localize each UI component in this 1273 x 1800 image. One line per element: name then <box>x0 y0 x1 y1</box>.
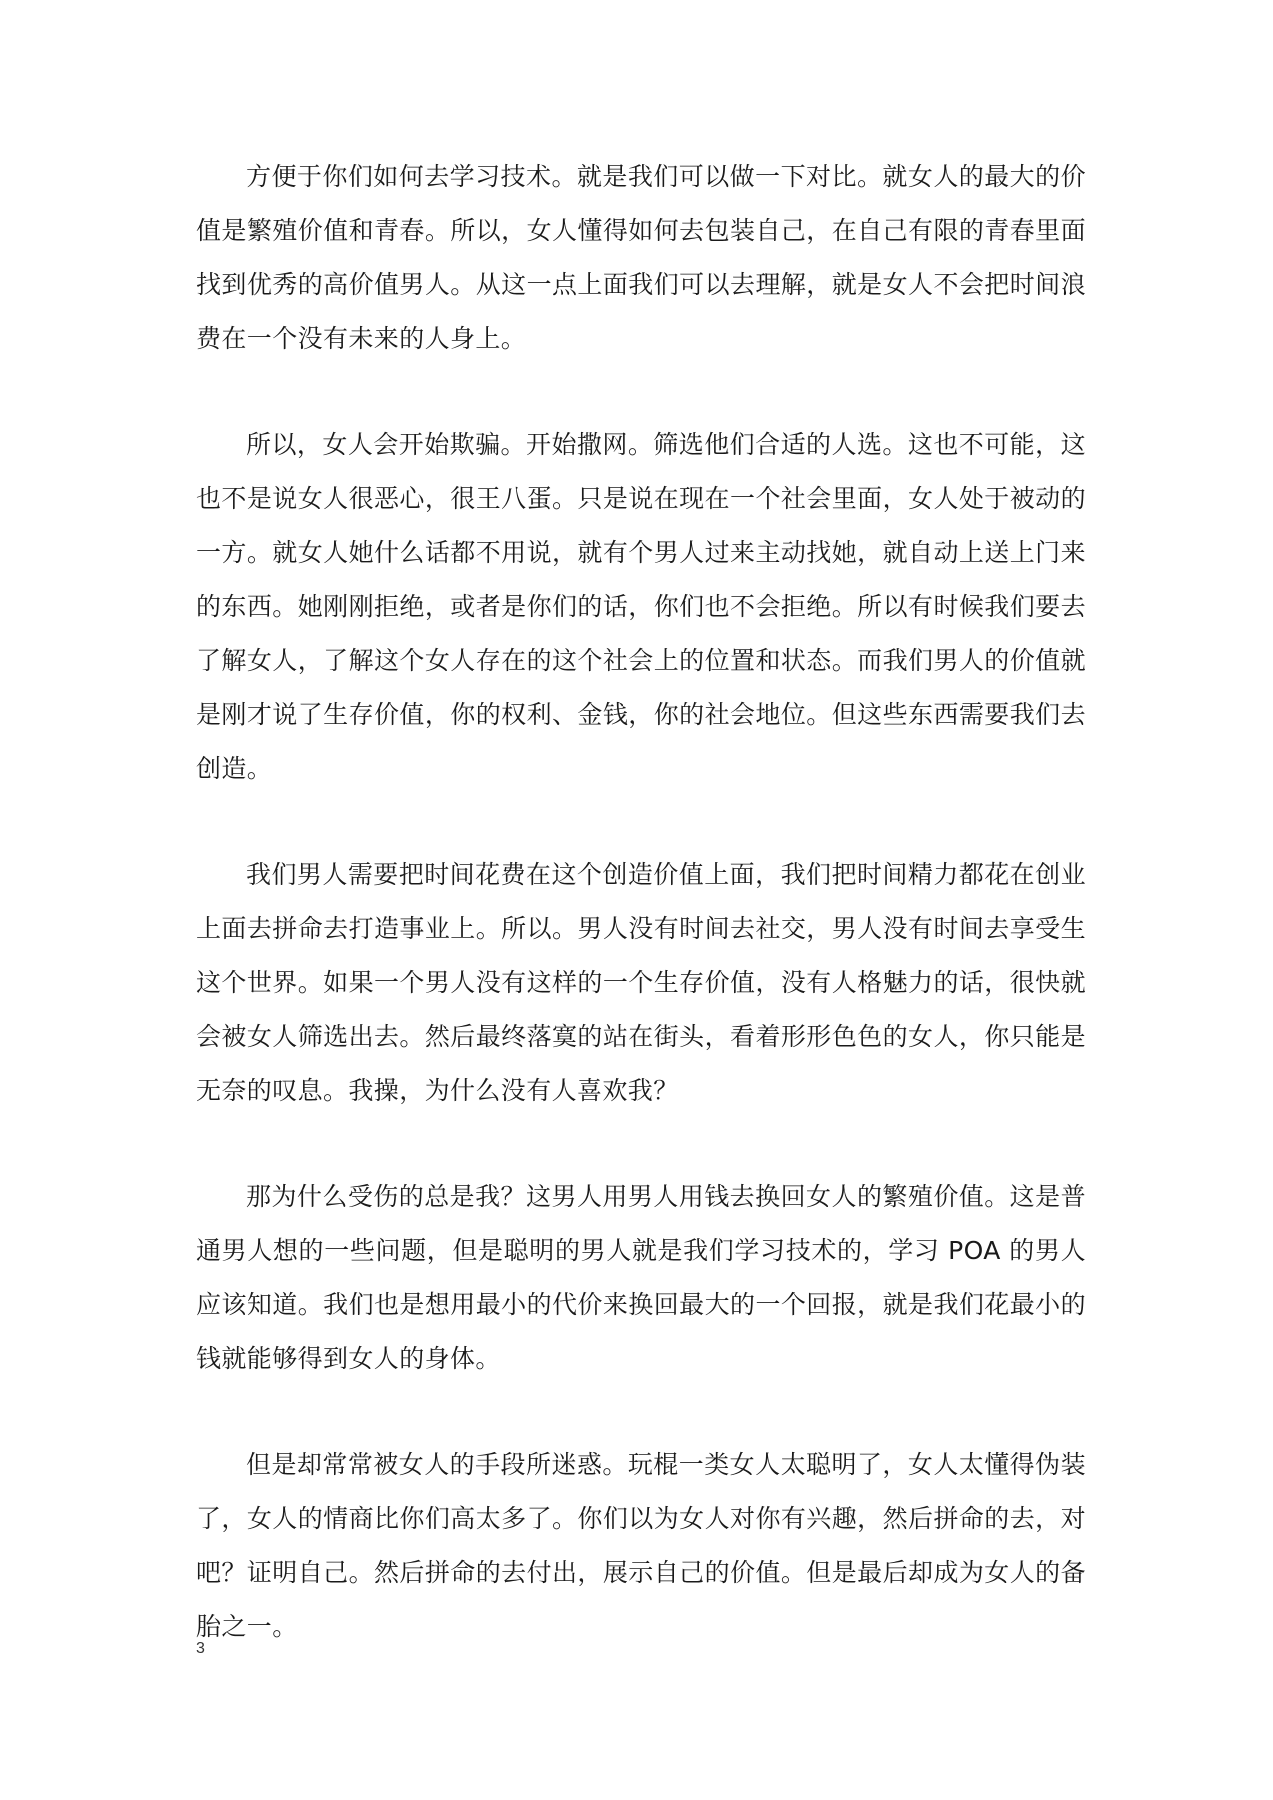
document-body <box>196 150 1086 1706</box>
paragraph: 那为什么受伤的总是我？这男人用男人用钱去换回女人的繁殖价值。这是普通男人想的一些问题，但是聪明的男人就是我们学习技术的，学习 POA 的男人应该知道。我们也是想用最小的代价来换回最大的一个回报，就是我们花最小的钱就能够得到女人的身体。 <box>196 1182 1086 1373</box>
page-number: 3 <box>196 1640 205 1657</box>
paragraph: 方便于你们如何去学习技术。就是我们可以做一下对比。就女人的最大的价值是繁殖价值和青春。所以，女人懂得如何去包装自己，在自己有限的青春里面找到优秀的高价值男人。从这一点上面我们可以去理解，就是女人不会把时间浪费在一个没有未来的人身上。 <box>196 162 1086 353</box>
paragraph: 但是却常常被女人的手段所迷惑。玩棍一类女人太聪明了，女人太懂得伪装了，女人的情商比你们高太多了。你们以为女人对你有兴趣，然后拼命的去，对吧？证明自己。然后拼命的去付出，展示自己的价值。但是最后却成为女人的备胎之一。 <box>196 1450 1086 1641</box>
paragraph: 我们男人需要把时间花费在这个创造价值上面，我们把时间精力都花在创业上面去拼命去打造事业上。所以。男人没有时间去社交，男人没有时间去享受生这个世界。如果一个男人没有这样的一个生存价值，没有人格魅力的话，很快就会被女人筛选出去。然后最终落寞的站在街头，看着形形色色的女人，你只能是无奈的叹息。我操，为什么没有人喜欢我？ <box>196 860 1086 1105</box>
paragraph: 所以，女人会开始欺骗。开始撒网。筛选他们合适的人选。这也不可能，这也不是说女人很恶心，很王八蛋。只是说在现在一个社会里面，女人处于被动的一方。就女人她什么话都不用说，就有个男人过来主动找她，就自动上送上门来的东西。她刚刚拒绝，或者是你们的话，你们也不会拒绝。所以有时候我们要去了解女人，了解这个女人存在的这个社会上的位置和状态。而我们男人的价值就是刚才说了生存价值，你的权利、金钱，你的社会地位。但这些东西需要我们去创造。 <box>196 430 1086 783</box>
